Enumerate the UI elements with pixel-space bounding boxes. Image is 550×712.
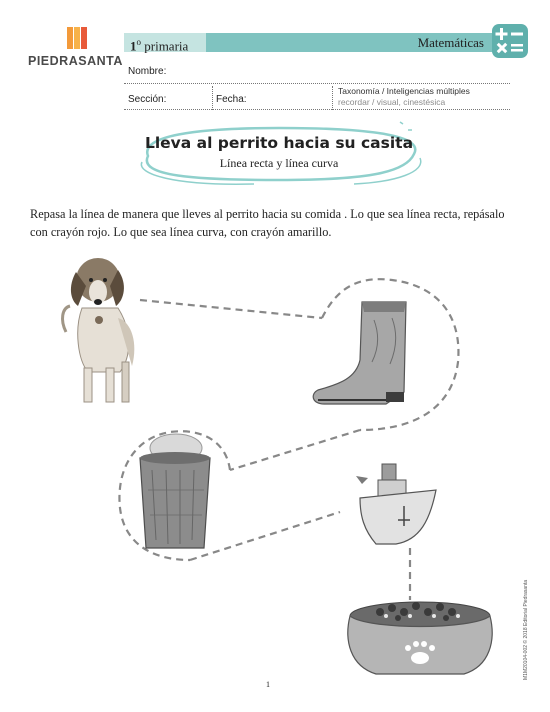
section-field[interactable]: Sección: (128, 94, 167, 105)
grade-word: primaria (144, 38, 189, 54)
trash-can-image (140, 434, 210, 548)
name-field[interactable]: Nombre: (128, 66, 167, 77)
taxonomy-label: Taxonomía / Inteligencias múltiples (338, 86, 470, 96)
date-field[interactable]: Fecha: (216, 94, 247, 105)
activity-subtitle: Línea recta y línea curva (219, 156, 339, 170)
grade-ordinal: o (136, 37, 141, 47)
dog-food-bowl-image (348, 602, 492, 674)
dog-image (63, 258, 135, 402)
subject-label: Matemáticas (417, 35, 484, 50)
grade-number: 1 (130, 38, 137, 54)
activity-title: Lleva al perrito hacia su casita (144, 134, 414, 152)
taxonomy-value: recordar / visual, cinestésica (338, 97, 446, 107)
copyright-code: M1M20104-002 © 2018 Editorial Piedrasanta (523, 579, 529, 680)
page-number: 1 (266, 680, 270, 689)
instructions-text: Repasa la línea de manera que lleves al perrito hacia su comida . Lo que sea línea recta, repásalo con crayón rojo. Lo que sea línea curva, con crayón amarillo. (30, 207, 505, 239)
logo-text: PIEDRASANTA (28, 54, 123, 68)
boat-image (356, 464, 436, 544)
boot-image (313, 302, 406, 404)
